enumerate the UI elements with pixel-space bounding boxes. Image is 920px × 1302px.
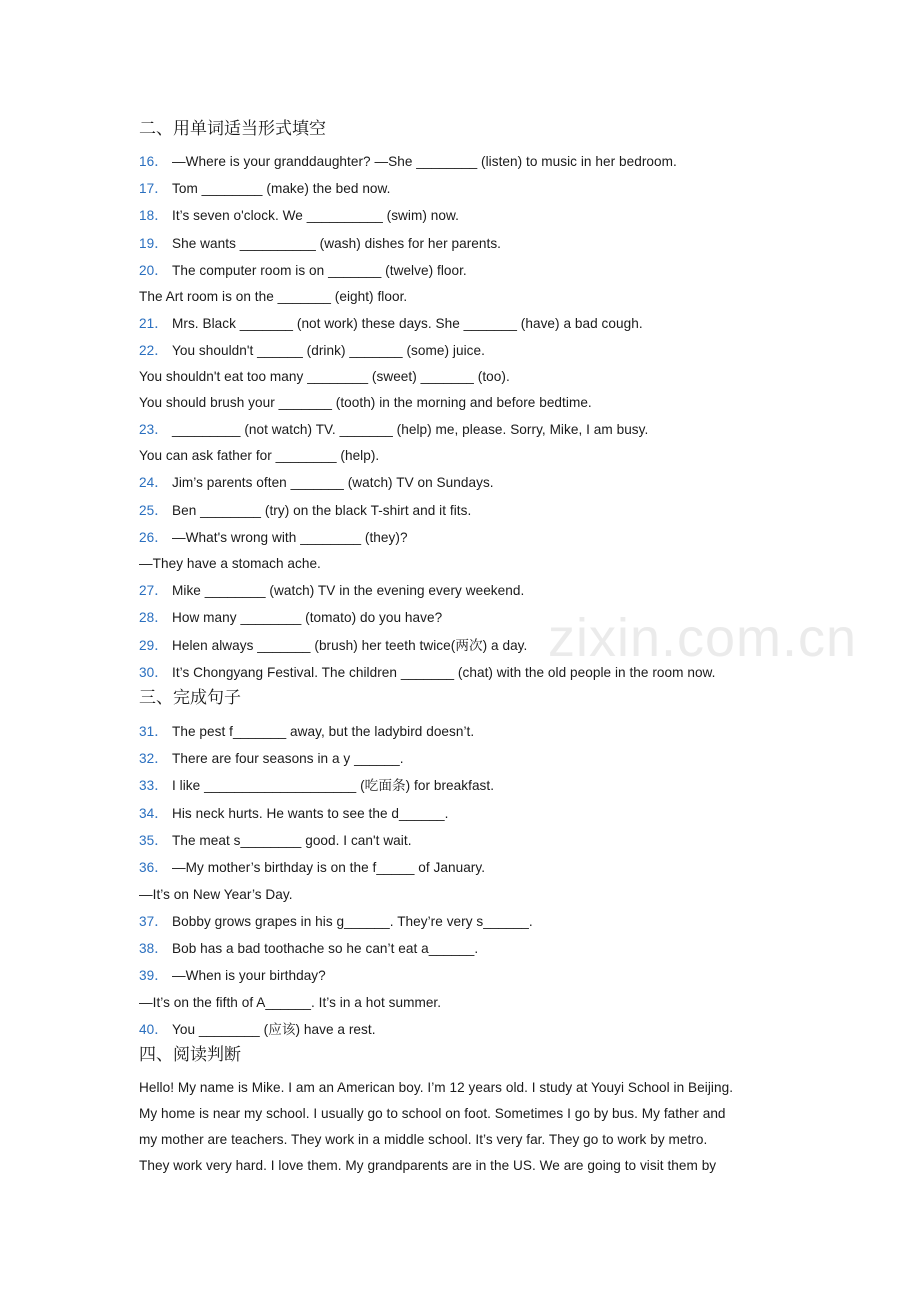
question-number: 21． <box>139 316 168 331</box>
question-number: 27． <box>139 583 168 598</box>
question-line <box>139 967 326 985</box>
section-heading-reading: 四、阅读判断 <box>139 1045 241 1065</box>
question-text: You shouldn't eat too many ________ (sweet) _______ (too). <box>139 369 510 384</box>
question-number: 36． <box>139 860 168 875</box>
question-line <box>139 609 442 627</box>
question-line <box>139 235 501 253</box>
question-line <box>139 994 441 1012</box>
question-text: You shouldn't ______ (drink) _______ (some) juice. <box>172 343 485 358</box>
question-number: 23． <box>139 422 168 437</box>
passage-line: Hello! My name is Mike. I am an American boy. I’m 12 years old. I study at Youyi School in Beijing. <box>139 1080 734 1095</box>
question-line <box>139 664 716 682</box>
question-text: The meat s________ good. I can't wait. <box>172 833 412 848</box>
question-text: How many ________ (tomato) do you have? <box>172 610 443 625</box>
question-number: 18． <box>139 208 168 223</box>
question-number: 25． <box>139 503 168 518</box>
question-text: Helen always _______ (brush) her teeth twice(两次) a day. <box>172 638 528 653</box>
question-line <box>139 502 471 520</box>
question-text: Ben ________ (try) on the black T-shirt and it fits. <box>172 503 472 518</box>
question-number: 17． <box>139 181 168 196</box>
question-text: It’s seven o'clock. We __________ (swim) now. <box>172 208 459 223</box>
question-line <box>139 582 524 600</box>
question-line <box>139 723 474 741</box>
question-text: Mike ________ (watch) TV in the evening every weekend. <box>172 583 525 598</box>
question-number: 37． <box>139 914 168 929</box>
question-text: It’s Chongyang Festival. The children _______ (chat) with the old people in the room now. <box>172 665 716 680</box>
question-line <box>139 180 390 198</box>
question-line <box>139 207 459 225</box>
passage-line: They work very hard. I love them. My grandparents are in the US. We are going to visit them by <box>139 1158 717 1173</box>
question-number: 31． <box>139 724 168 739</box>
question-line <box>139 288 407 306</box>
question-text: She wants __________ (wash) dishes for her parents. <box>172 236 501 251</box>
question-text: You can ask father for ________ (help). <box>139 448 380 463</box>
question-number: 29． <box>139 638 168 653</box>
question-number: 16． <box>139 154 168 169</box>
question-line <box>139 474 494 492</box>
question-line <box>139 637 527 655</box>
question-number: 34． <box>139 806 168 821</box>
section-heading-complete-sentences: 三、完成句子 <box>139 688 241 708</box>
question-number: 33． <box>139 778 168 793</box>
question-line <box>139 368 510 386</box>
question-text: The pest f_______ away, but the ladybird doesn’t. <box>172 724 475 739</box>
question-text: The Art room is on the _______ (eight) floor. <box>139 289 408 304</box>
passage-line: My home is near my school. I usually go to school on foot. Sometimes I go by bus. My father and <box>139 1106 726 1121</box>
question-line <box>139 555 321 573</box>
question-number: 20． <box>139 263 168 278</box>
question-line <box>139 832 412 850</box>
question-line <box>139 750 404 768</box>
question-line <box>139 342 485 360</box>
question-text: Mrs. Black _______ (not work) these days. She _______ (have) a bad cough. <box>172 316 643 331</box>
question-text: There are four seasons in a y ______. <box>172 751 404 766</box>
question-text: —My mother’s birthday is on the f_____ of January. <box>172 860 486 875</box>
question-text: His neck hurts. He wants to see the d______. <box>172 806 449 821</box>
question-number: 28． <box>139 610 168 625</box>
question-text: The computer room is on _______ (twelve) floor. <box>172 263 467 278</box>
question-line <box>139 913 533 931</box>
question-number: 30． <box>139 665 168 680</box>
passage-line: my mother are teachers. They work in a middle school. It’s very far. They go to work by metro. <box>139 1132 708 1147</box>
question-number: 39． <box>139 968 168 983</box>
question-text: —It’s on the fifth of A______. It’s in a hot summer. <box>139 995 442 1010</box>
question-line <box>139 421 648 439</box>
question-text: —What's wrong with ________ (they)? <box>172 530 408 545</box>
question-line <box>139 315 643 333</box>
question-number: 40． <box>139 1022 168 1037</box>
question-line <box>139 777 494 795</box>
question-line <box>139 394 592 412</box>
question-text: Jim’s parents often _______ (watch) TV on Sundays. <box>172 475 494 490</box>
question-text: _________ (not watch) TV. _______ (help) me, please. Sorry, Mike, I am busy. <box>172 422 649 437</box>
question-text: —When is your birthday? <box>172 968 326 983</box>
question-number: 19． <box>139 236 168 251</box>
watermark: zixin.com.cn <box>548 608 858 668</box>
question-line <box>139 262 467 280</box>
question-number: 26． <box>139 530 168 545</box>
question-text: —They have a stomach ache. <box>139 556 321 571</box>
question-number: 38． <box>139 941 168 956</box>
question-text: Tom ________ (make) the bed now. <box>172 181 391 196</box>
question-line <box>139 805 449 823</box>
question-line <box>139 153 677 171</box>
question-text: Bobby grows grapes in his g______. They’re very s______. <box>172 914 533 929</box>
question-number: 32． <box>139 751 168 766</box>
question-line <box>139 886 293 904</box>
question-line <box>139 859 485 877</box>
question-text: Bob has a bad toothache so he can’t eat a______. <box>172 941 479 956</box>
question-line <box>139 529 408 547</box>
question-text: —It’s on New Year’s Day. <box>139 887 293 902</box>
question-text: I like ____________________ (吃面条) for breakfast. <box>172 778 495 793</box>
question-text: You ________ (应该) have a rest. <box>172 1022 376 1037</box>
section-heading-fill-in: 二、用单词适当形式填空 <box>139 119 326 139</box>
question-line <box>139 940 478 958</box>
question-number: 35． <box>139 833 168 848</box>
question-text: You should brush your _______ (tooth) in the morning and before bedtime. <box>139 395 592 410</box>
question-text: —Where is your granddaughter? —She ________ (listen) to music in her bedroom. <box>172 154 677 169</box>
question-number: 22． <box>139 343 168 358</box>
question-line <box>139 447 379 465</box>
question-number: 24． <box>139 475 168 490</box>
question-line <box>139 1021 376 1039</box>
